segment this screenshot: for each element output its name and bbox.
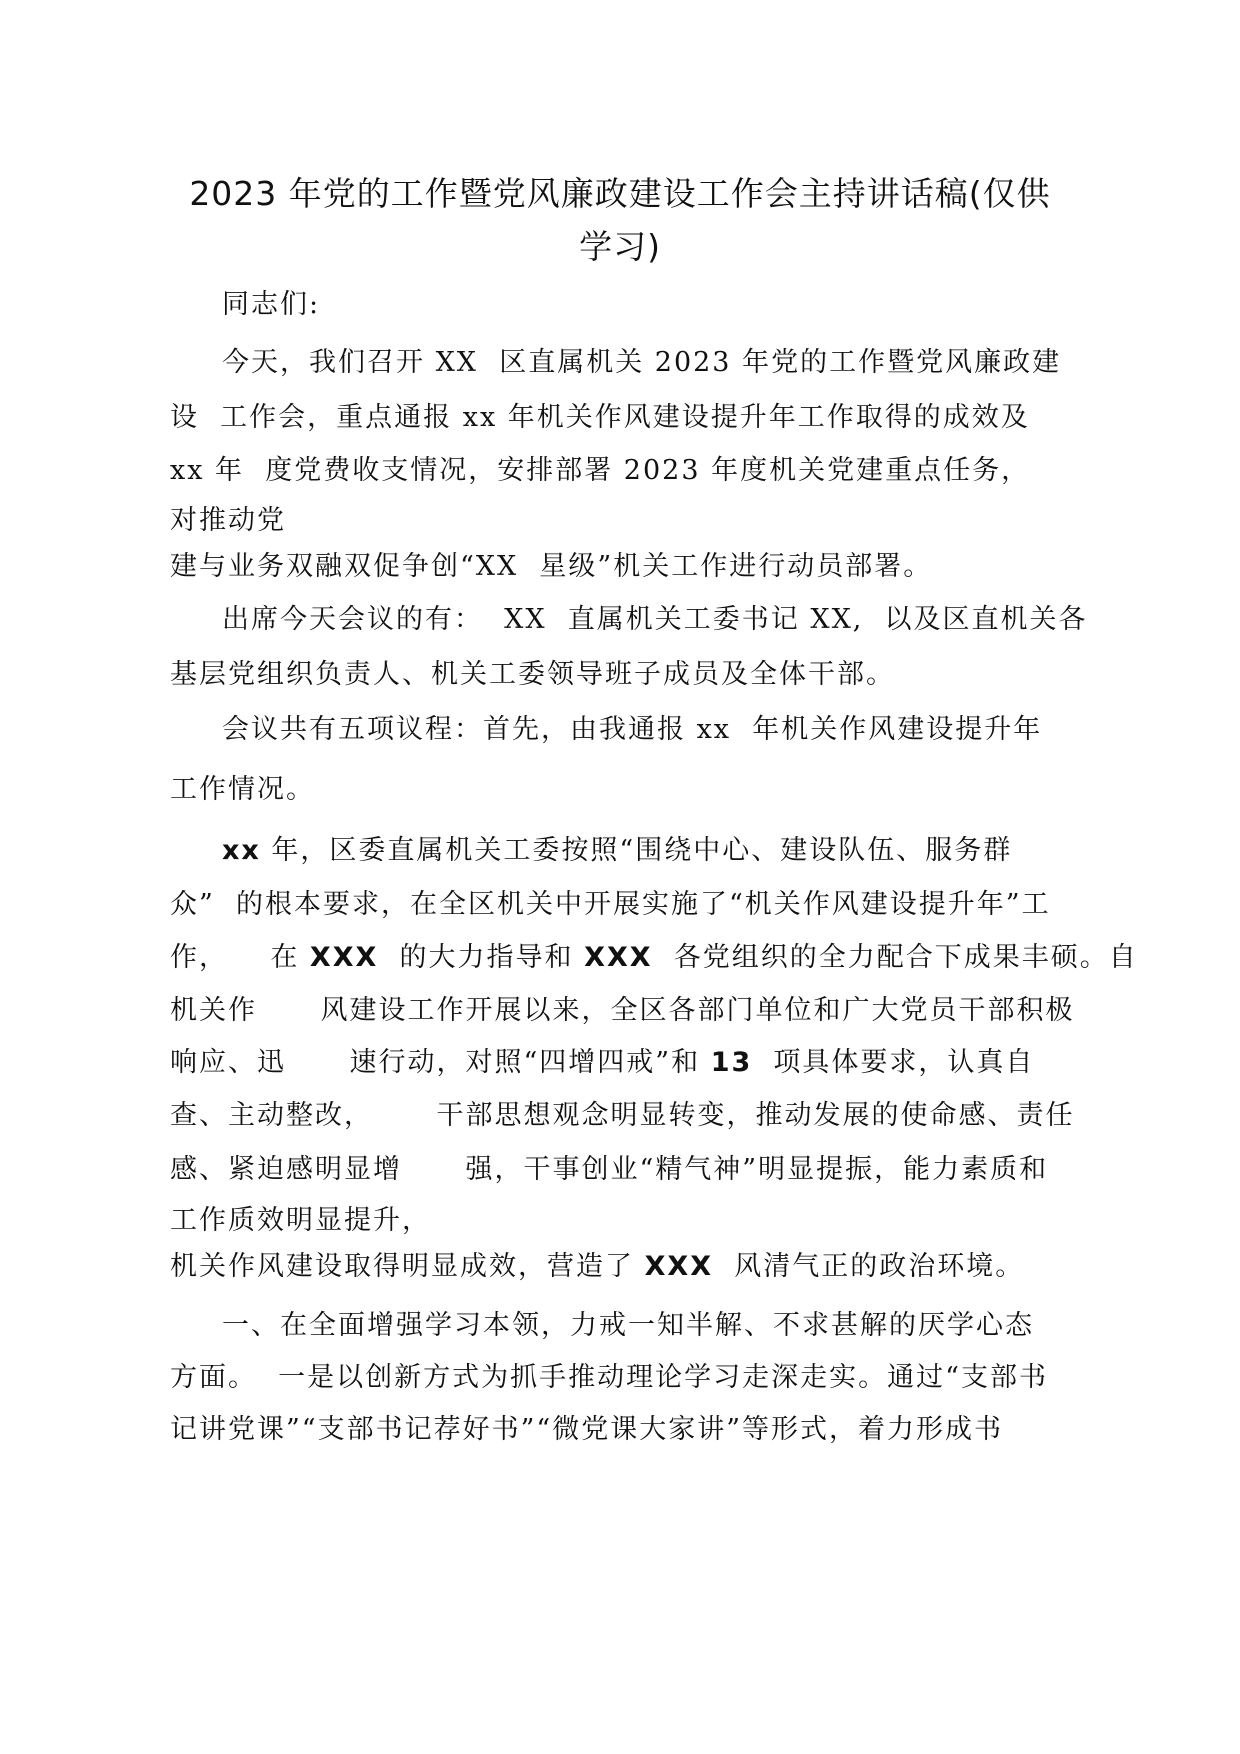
paragraph-4-line-1 xyxy=(222,828,1012,867)
paragraph-4-line-3-part-c: 的大力指导和 xyxy=(378,942,585,973)
paragraph-5-line-3: 记讲党课”“支部书记荐好书”“微党课大家讲”等形式，着力形成书 xyxy=(170,1414,1004,1445)
paragraph-1-line-1: 今天，我们召开 XX 区直属机关 2023 年党的工作暨党风廉政建 xyxy=(222,347,1062,378)
paragraph-4-line-5-part-c: 项具体要求，认真自 xyxy=(752,1047,1035,1078)
paragraph-4-line-1-text: 年，区委直属机关工委按照“围绕中心、建设队伍、服务群 xyxy=(260,835,1013,866)
paragraph-2-line-1: 出席今天会议的有： XX 直属机关工委书记 XX, 以及区直机关各 xyxy=(222,604,1088,635)
paragraph-4-bold-xxx-3: XXX xyxy=(644,1251,714,1282)
paragraph-4-line-5 xyxy=(170,1040,1034,1079)
paragraph-1-line-3: xx 年 度党费收支情况，安排部署 2023 年度机关党建重点任务， xyxy=(170,455,1031,486)
paragraph-4-line-3-part-a: 作， 在 xyxy=(170,942,310,973)
paragraph-4-line-8: 工作质效明显提升， xyxy=(170,1205,431,1236)
paragraph-4-bold-13: 13 xyxy=(710,1047,753,1078)
paragraph-4-line-4: 机关作 风建设工作开展以来，全区各部门单位和广大党员干部积极 xyxy=(170,995,1075,1026)
paragraph-4-line-6: 查、主动整改， 干部思想观念明显转变，推动发展的使命感、责任 xyxy=(170,1100,1075,1131)
paragraph-4-line-3-part-d: 各党组织的全力配合下成果丰硕。自 xyxy=(652,942,1138,973)
paragraph-1-line-5: 建与业务双融双促争创“XX 星级”机关工作进行动员部署。 xyxy=(170,551,933,582)
paragraph-4-line-3 xyxy=(170,935,1138,974)
paragraph-4-line-5-part-a: 响应、迅 速行动，对照“四增四戒”和 xyxy=(170,1047,711,1078)
paragraph-4-line-9-part-c: 风清气正的政治环境。 xyxy=(713,1251,1025,1282)
document-title-line-2: 学习) xyxy=(579,227,661,266)
paragraph-5-line-1: 一、在全面增强学习本领，力戒一知半解、不求甚解的厌学心态 xyxy=(222,1310,1034,1341)
paragraph-1-line-4: 对推动党 xyxy=(170,505,286,536)
paragraph-4-bold-xxx-1: XXX xyxy=(309,942,379,973)
document-title-line-1: 2023 年党的工作暨党风廉政建设工作会主持讲话稿(仅供 xyxy=(189,174,1051,213)
paragraph-4-line-9 xyxy=(170,1244,1024,1283)
paragraph-3-line-1: 会议共有五项议程：首先，由我通报 xx 年机关作风建设提升年 xyxy=(222,714,1043,745)
paragraph-4-bold-xx: xx xyxy=(222,835,261,866)
paragraph-1-line-2: 设 工作会，重点通报 xx 年机关作风建设提升年工作取得的成效及 xyxy=(170,402,1030,433)
paragraph-4-line-7: 感、紧迫感明显增 强，干事创业“精气神”明显提振，能力素质和 xyxy=(170,1154,1049,1185)
salutation: 同志们: xyxy=(222,289,321,320)
paragraph-4-line-9-part-a: 机关作风建设取得明显成效，营造了 xyxy=(170,1251,645,1282)
paragraph-4-line-2: 众” 的根本要求，在全区机关中开展实施了“机关作风建设提升年”工 xyxy=(170,889,1051,920)
paragraph-3-line-2: 工作情况。 xyxy=(170,774,315,805)
paragraph-5-line-2: 方面。 一是以创新方式为抓手推动理论学习走深走实。通过“支部书 xyxy=(170,1362,1048,1393)
paragraph-2-line-2: 基层党组织负责人、机关工委领导班子成员及全体干部。 xyxy=(170,659,895,690)
paragraph-4-bold-xxx-2: XXX xyxy=(584,942,653,973)
